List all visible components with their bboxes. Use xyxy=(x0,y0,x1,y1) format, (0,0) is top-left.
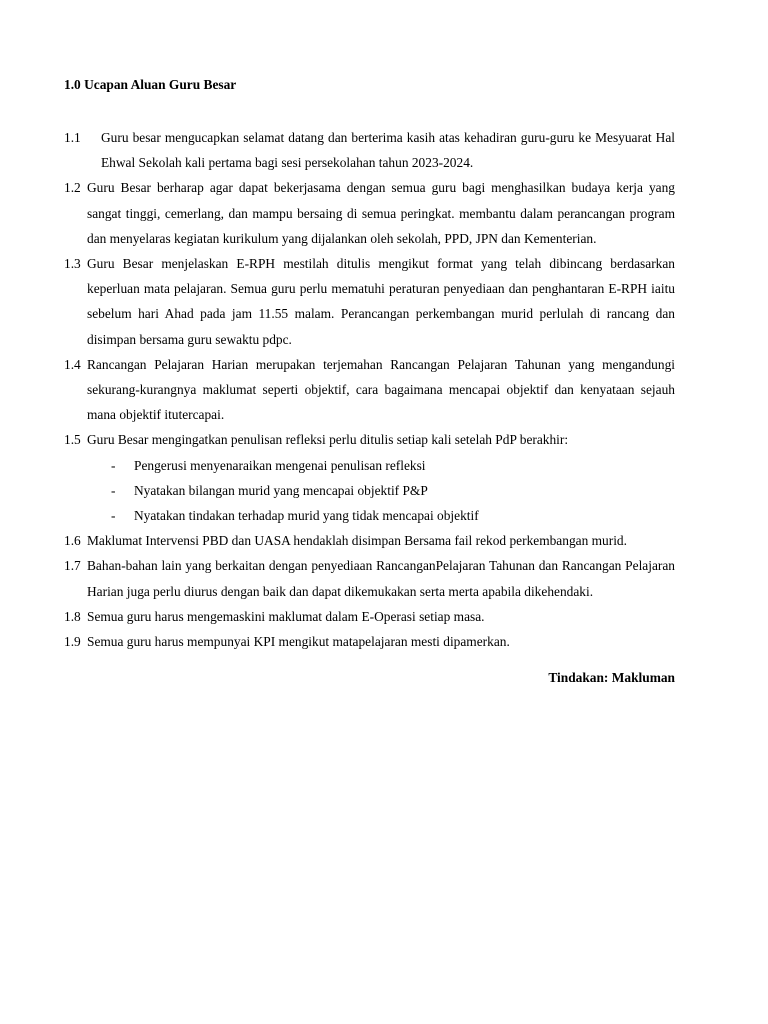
list-item-1-2 xyxy=(64,175,675,251)
item-number: 1.4 xyxy=(64,356,81,372)
item-text: Rancangan Pelajaran Harian merupakan terjemahan Rancangan Pelajaran Tahunan yang mengandungi sekurang-kurangnya maklumat seperti objektif, cara bagaimana mencapai objektif dan kenyataan sejauh mana objektif itutercapai. xyxy=(87,356,675,423)
sub-list-item xyxy=(64,503,675,528)
dash-bullet: - xyxy=(111,457,116,473)
list-item-1-8 xyxy=(64,604,675,629)
item-text: Guru besar mengucapkan selamat datang dan berterima kasih atas kehadiran guru-guru ke Mesyuarat Hal Ehwal Sekolah kali pertama bagi sesi persekolahan tahun 2023-2024. xyxy=(101,130,675,171)
list-item-1-7 xyxy=(64,553,675,603)
item-text: Guru Besar mengingatkan penulisan refleksi perlu ditulis setiap kali setelah PdP berakhir: xyxy=(87,432,569,448)
item-text: Bahan-bahan lain yang berkaitan dengan penyediaan RancanganPelajaran Tahunan dan Rancangan Pelajaran Harian juga perlu diurus dengan baik dan dapat dikemukakan serta merta apabila dikehendaki. xyxy=(87,558,675,599)
item-text: Semua guru harus mempunyai KPI mengikut matapelajaran mesti dipamerkan. xyxy=(87,634,510,650)
sub-list-item xyxy=(64,478,675,503)
item-number: 1.8 xyxy=(64,608,81,624)
list-item-1-3 xyxy=(64,251,675,352)
sub-item-text: Pengerusi menyenaraikan mengenai penulisan refleksi xyxy=(134,457,426,473)
document-page xyxy=(64,72,675,690)
item-number: 1.7 xyxy=(64,558,81,574)
list-item-1-6 xyxy=(64,528,675,553)
dash-bullet: - xyxy=(111,482,116,498)
sub-item-text: Nyatakan tindakan terhadap murid yang tidak mencapai objektif xyxy=(134,508,479,524)
list-item-1-4 xyxy=(64,352,675,428)
item-text: Guru Besar berharap agar dapat bekerjasama dengan semua guru bagi menghasilkan budaya kerja yang sangat tinggi, cemerlang, dan mampu bersaing di semua peringkat. membantu dalam perancangan program dan menyelaras kegiatan kurikulum yang dijalankan oleh sekolah, PPD, JPN dan Kementerian. xyxy=(87,180,675,246)
sub-item-text: Nyatakan bilangan murid yang mencapai objektif P&P xyxy=(134,482,428,498)
item-text: Maklumat Intervensi PBD dan UASA hendaklah disimpan Bersama fail rekod perkembangan murid. xyxy=(87,533,627,549)
sub-list-item xyxy=(64,453,675,478)
item-number: 1.9 xyxy=(64,634,81,650)
item-number: 1.2 xyxy=(64,180,81,196)
action-note: Tindakan: Makluman xyxy=(548,670,675,686)
list-item-1-9 xyxy=(64,629,675,654)
item-number: 1.6 xyxy=(64,533,81,549)
item-number: 1.1 xyxy=(64,130,81,145)
item-text: Guru Besar menjelaskan E-RPH mestilah ditulis mengikut format yang telah dibincang berdasarkan keperluan mata pelajaran. Semua guru perlu mematuhi peraturan penyediaan dan penghantaran E-RPH iaitu sebelum hari Ahad pada jam 11.55 malam. Perancangan perkembangan murid perlulah di rancang dan disimpan bersama guru sewaktu pdpc. xyxy=(87,256,675,347)
list-item-1-1 xyxy=(64,125,675,175)
dash-bullet: - xyxy=(111,508,116,524)
item-text: Semua guru harus mengemaskini maklumat dalam E-Operasi setiap masa. xyxy=(87,608,485,624)
reflection-sub-list xyxy=(64,453,675,529)
section-heading: 1.0 Ucapan Aluan Guru Besar xyxy=(64,77,237,92)
list-item-1-5 xyxy=(64,427,675,452)
item-number: 1.5 xyxy=(64,432,81,448)
item-number: 1.3 xyxy=(64,256,81,272)
